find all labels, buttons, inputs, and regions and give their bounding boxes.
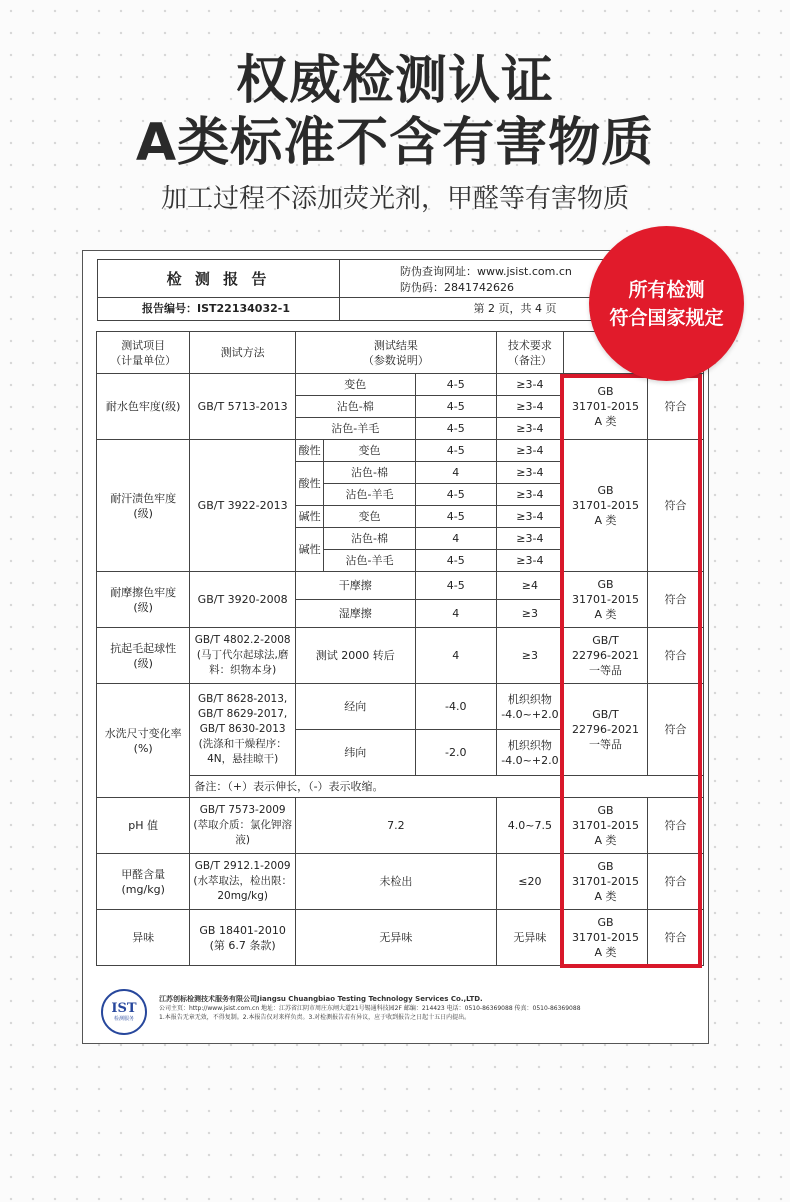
sweat-r4-label: 变色	[324, 506, 415, 528]
col-item-unit: （计量单位）	[110, 353, 177, 367]
shrink-item-line: (%)	[133, 741, 153, 755]
ist-logo	[101, 989, 147, 1035]
sweat-r2-label: 沾色-棉	[324, 462, 415, 484]
logo-subtext: 检测服务	[113, 1016, 134, 1022]
odor-req: 无异味	[496, 910, 563, 966]
water-r2-label: 沾色-棉	[295, 396, 415, 418]
std-line: 31701-2015	[572, 931, 639, 944]
sweat-item-line: 耐汗渍色牢度	[110, 491, 177, 505]
compliance-badge	[589, 226, 744, 381]
shrink-req-line: -4.0~+2.0	[501, 707, 559, 721]
sweat-r5-value: 4	[415, 528, 496, 550]
formaldehyde-method-line: 20mg/kg)	[217, 890, 268, 902]
company-name: 江苏创标检测技术服务有限公司Jiangsu Chuangbiao Testing Technology Services Co.,LTD.	[159, 995, 483, 1003]
std-line: GB	[597, 860, 614, 873]
odor-method	[190, 910, 296, 966]
report-number: 报告编号：IST22134032-1	[98, 298, 340, 320]
col-result-header	[295, 332, 496, 374]
formaldehyde-verdict: 符合	[648, 854, 704, 910]
footer-text	[159, 995, 694, 1022]
sweat-item	[97, 440, 190, 572]
std-line: GB	[597, 484, 614, 497]
std-line: 31701-2015	[572, 400, 639, 413]
shrink-method-line: (洗涤和干燥程序：	[198, 738, 287, 750]
sweat-r2-value: 4	[415, 462, 496, 484]
shrink-r2-label: 纬向	[295, 730, 415, 776]
water-r2-value: 4-5	[415, 396, 496, 418]
water-verdict: 符合	[648, 374, 704, 440]
ph-method-line: GB/T 7573-2009	[199, 804, 286, 816]
sweat-r6-value: 4-5	[415, 550, 496, 572]
rub-item-line: 耐摩擦色牢度	[110, 585, 177, 599]
shrink-method-line: GB/T 8628-2013,	[198, 693, 288, 705]
headline-subtitle: 加工过程不添加荧光剂，甲醛等有害物质	[160, 184, 629, 214]
headline-line2: A类标准不含有害物质	[135, 113, 655, 173]
ph-item: pH 值	[97, 798, 190, 854]
rub-item	[97, 572, 190, 628]
sweat-r6-req: ≥3-4	[496, 550, 563, 572]
std-line: 一等品	[588, 664, 622, 677]
rub-r2-value: 4	[415, 600, 496, 628]
shrink-req-line: 机织织物	[507, 738, 552, 752]
water-r3-label: 沾色-羊毛	[295, 418, 415, 440]
sweat-r1-label: 变色	[324, 440, 415, 462]
sweat-method: GB/T 3922-2013	[190, 440, 296, 572]
std-line: 31701-2015	[572, 593, 639, 606]
shrink-item-line: 水洗尺寸变化率	[104, 726, 182, 740]
ph-verdict: 符合	[648, 798, 704, 854]
std-line: 22796-2021	[572, 649, 639, 662]
std-line: 31701-2015	[572, 819, 639, 832]
shrink-req-line: -4.0~+2.0	[501, 753, 559, 767]
col-result-label: 测试结果	[373, 338, 418, 352]
col-req-header	[496, 332, 563, 374]
sweat-alk-1: 碱性	[295, 506, 323, 528]
formaldehyde-method-line: (水萃取法，检出限：	[193, 875, 292, 887]
odor-method-line: GB 18401-2010	[199, 923, 286, 937]
rub-verdict: 符合	[648, 572, 704, 628]
formaldehyde-item-line: 甲醛含量	[121, 867, 166, 881]
ph-method-line: (萃取介质：氯化钾溶	[193, 819, 292, 831]
shrink-method-line: 4N，悬挂晾干)	[207, 753, 279, 765]
shrink-r1-req	[496, 684, 563, 730]
sweat-r1-value: 4-5	[415, 440, 496, 462]
formaldehyde-req: ≤20	[496, 854, 563, 910]
shrink-method-line: GB/T 8629-2017,	[198, 708, 288, 720]
report-notice: 1.本报告无章无效，不得复制。2.本报告仅对来样负责。3.对检测报告若有异议，应于收到报告之日起十五日内提出。	[159, 1014, 471, 1021]
pill-result: 测试 2000 转后	[295, 628, 415, 684]
rub-r2-req: ≥3	[496, 600, 563, 628]
sweat-r5-req: ≥3-4	[496, 528, 563, 550]
std-line: 31701-2015	[572, 499, 639, 512]
rub-item-line: (级)	[133, 600, 153, 614]
col-item-label: 测试项目	[121, 338, 166, 352]
sweat-acid-2: 酸性	[295, 462, 323, 506]
pill-item	[97, 628, 190, 684]
pill-method-line: GB/T 4802.2-2008	[194, 634, 291, 646]
odor-item: 异味	[97, 910, 190, 966]
water-r1-value: 4-5	[415, 374, 496, 396]
judgement-highlight-box	[560, 374, 702, 968]
shrink-verdict: 符合	[648, 684, 704, 776]
sweat-r3-value: 4-5	[415, 484, 496, 506]
water-r3-req: ≥3-4	[496, 418, 563, 440]
report-title: 检 测 报 告	[98, 260, 340, 298]
formaldehyde-item	[97, 854, 190, 910]
shrink-req-line: 机织织物	[507, 692, 552, 706]
pill-item-line: 抗起毛起球性	[110, 641, 177, 655]
sweat-r4-value: 4-5	[415, 506, 496, 528]
sweat-r5-label: 沾色-棉	[324, 528, 415, 550]
sweat-acid-1: 酸性	[295, 440, 323, 462]
water-r1-req: ≥3-4	[496, 374, 563, 396]
sweat-r6-label: 沾色-羊毛	[324, 550, 415, 572]
pill-value: 4	[415, 628, 496, 684]
std-line: GB	[597, 578, 614, 591]
std-line: A 类	[594, 946, 617, 959]
std-line: 22796-2021	[572, 723, 639, 736]
std-line: A 类	[594, 514, 617, 527]
water-method: GB/T 5713-2013	[190, 374, 296, 440]
formaldehyde-method-line: GB/T 2912.1-2009	[194, 860, 291, 872]
pill-item-line: (级)	[133, 656, 153, 670]
badge-line2: 符合国家规定	[609, 306, 724, 329]
formaldehyde-method	[190, 854, 296, 910]
sweat-r3-req: ≥3-4	[496, 484, 563, 506]
report-footer	[97, 989, 697, 1037]
water-r2-req: ≥3-4	[496, 396, 563, 418]
shrink-method-line: GB/T 8630-2013	[199, 723, 286, 735]
pill-req: ≥3	[496, 628, 563, 684]
sweat-r2-req: ≥3-4	[496, 462, 563, 484]
std-line: A 类	[594, 415, 617, 428]
formaldehyde-result: 未检出	[295, 854, 496, 910]
ph-method	[190, 798, 296, 854]
page-number: 第 2 页，共 4 页	[473, 302, 557, 315]
odor-method-line: (第 6.7 条款)	[209, 938, 276, 952]
odor-verdict: 符合	[648, 910, 704, 966]
company-address: 公司主页：http://www.jsist.com.cn 地址：江苏省江阴市周庄东闸大道21号锡通科技园2F 邮编：214423 电话：0510-86369088 传真：0510-86369088	[159, 1005, 581, 1012]
std-line: GB	[597, 385, 614, 398]
water-r1-label: 变色	[295, 374, 415, 396]
rub-r1-label: 干摩擦	[295, 572, 415, 600]
std-line: GB	[597, 916, 614, 929]
rub-r1-value: 4-5	[415, 572, 496, 600]
std-line: A 类	[594, 608, 617, 621]
shrink-r1-value: -4.0	[415, 684, 496, 730]
pill-method	[190, 628, 296, 684]
std-line: 一等品	[588, 738, 622, 751]
odor-result: 无异味	[295, 910, 496, 966]
ph-result: 7.2	[295, 798, 496, 854]
sweat-r3-label: 沾色-羊毛	[324, 484, 415, 506]
pill-method-line: (马丁代尔起球法,磨	[196, 649, 289, 661]
anti-fake-code: 防伪码：2841742626	[400, 281, 514, 294]
std-line: A 类	[594, 834, 617, 847]
water-r3-value: 4-5	[415, 418, 496, 440]
rub-r1-req: ≥4	[496, 572, 563, 600]
water-item: 耐水色牢度(级)	[97, 374, 190, 440]
shrink-r2-value: -2.0	[415, 730, 496, 776]
std-line: GB/T	[592, 634, 619, 647]
anti-fake-url: 防伪查询网址：www.jsist.com.cn	[400, 265, 572, 278]
pill-method-line: 料：织物本身)	[209, 664, 277, 676]
col-method-header: 测试方法	[190, 332, 296, 374]
col-result-note: （参数说明）	[362, 353, 429, 367]
std-line: GB	[597, 804, 614, 817]
shrink-r1-label: 经向	[295, 684, 415, 730]
col-item-header	[97, 332, 190, 374]
sweat-r4-req: ≥3-4	[496, 506, 563, 528]
std-line: 31701-2015	[572, 875, 639, 888]
shrink-note: 备注：（+）表示伸长，（-）表示收缩。	[190, 776, 704, 798]
pill-verdict: 符合	[648, 628, 704, 684]
std-line: GB/T	[592, 708, 619, 721]
shrink-item	[97, 684, 190, 798]
shrink-r2-req	[496, 730, 563, 776]
formaldehyde-item-line: (mg/kg)	[121, 882, 165, 896]
sweat-item-line: (级)	[133, 506, 153, 520]
sweat-r1-req: ≥3-4	[496, 440, 563, 462]
std-line: A 类	[594, 890, 617, 903]
headline-line1: 权威检测认证	[235, 51, 554, 111]
ph-method-line: 液)	[235, 834, 250, 846]
ph-req: 4.0~7.5	[496, 798, 563, 854]
col-req-note: （备注）	[507, 353, 552, 367]
rub-method: GB/T 3920-2008	[190, 572, 296, 628]
col-req-label: 技术要求	[507, 338, 552, 352]
logo-text: IST	[111, 1001, 137, 1016]
shrink-method	[190, 684, 296, 776]
badge-line1: 所有检测	[628, 278, 705, 301]
sweat-verdict: 符合	[648, 440, 704, 572]
sweat-alk-2: 碱性	[295, 528, 323, 572]
rub-r2-label: 湿摩擦	[295, 600, 415, 628]
